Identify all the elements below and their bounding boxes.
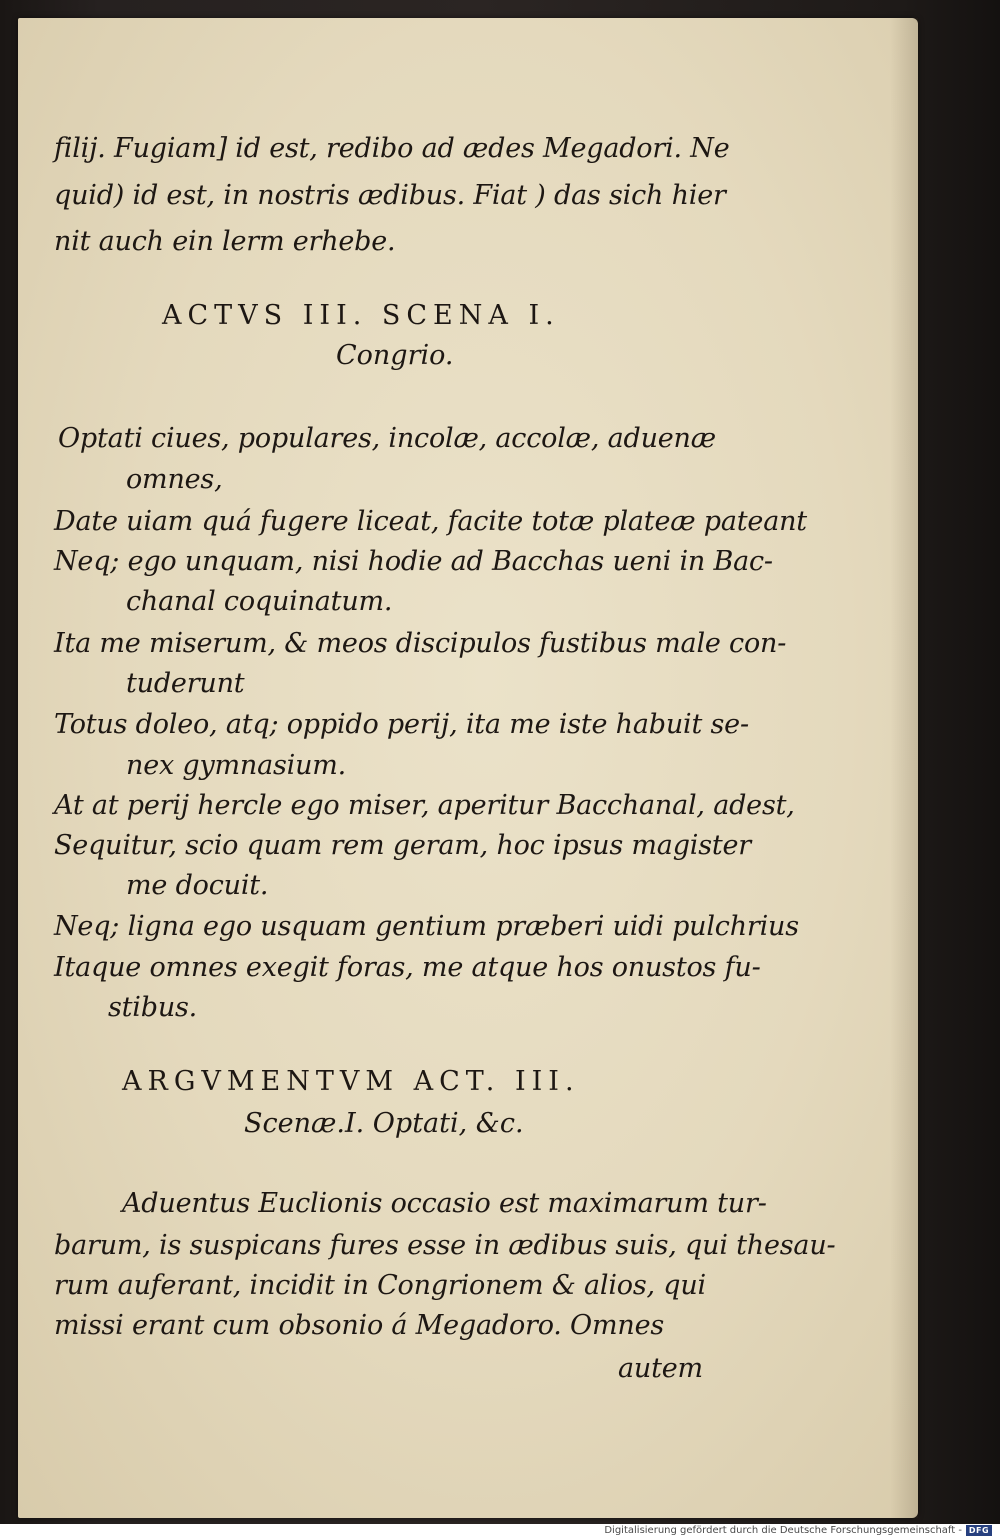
- book-page: [18, 18, 918, 1518]
- verse-line: Totus doleo, atq; oppido perij, ita me iste habuit se-: [54, 709, 749, 740]
- verse-line: chanal coquinatum.: [126, 586, 393, 617]
- argument-line: barum, is suspicans fures esse in ædibus suis, qui thesau-: [54, 1230, 836, 1261]
- continuation-line: nit auch ein lerm erhebe.: [54, 226, 396, 257]
- verse-line: Itaque omnes exegit foras, me atque hos onustos fu-: [54, 952, 761, 983]
- catchword: autem: [618, 1353, 703, 1384]
- argument-line: Aduentus Euclionis occasio est maximarum tur-: [122, 1188, 767, 1219]
- speaker-name: Congrio.: [336, 340, 454, 371]
- verse-line: me docuit.: [126, 870, 269, 901]
- verse-line: Neq; ego unquam, nisi hodie ad Bacchas ueni in Bac-: [54, 546, 773, 577]
- verse-line: Sequitur, scio quam rem geram, hoc ipsus magister: [54, 830, 751, 861]
- verse-line: Ita me miserum, & meos discipulos fustibus male con-: [54, 628, 787, 659]
- verse-line: Date uiam quá fugere liceat, facite totæ plateæ pateant: [54, 506, 807, 537]
- verse-line: nex gymnasium.: [126, 750, 347, 781]
- verse-line: omnes,: [126, 464, 223, 495]
- argument-line: missi erant cum obsonio á Megadoro. Omnes: [54, 1310, 665, 1341]
- argument-heading: ARGVMENTVM ACT. III.: [122, 1066, 580, 1097]
- continuation-line: quid) id est, in nostris ædibus. Fiat ) das sich hier: [54, 180, 726, 211]
- verse-line: tuderunt: [126, 668, 245, 699]
- dfg-logo: DFG: [966, 1525, 992, 1536]
- verse-line: Neq; ligna ego usquam gentium præberi uidi pulchrius: [54, 911, 799, 942]
- footer-bar: [0, 1524, 1000, 1538]
- verse-line: stibus.: [108, 992, 198, 1023]
- verse-line: At at perij hercle ego miser, aperitur Bacchanal, adest,: [54, 790, 795, 821]
- act-heading: ACTVS III. SCENA I.: [162, 300, 560, 331]
- verse-line: Optati ciues, populares, incolæ, accolæ, aduenæ: [58, 423, 716, 454]
- funding-note: Digitalisierung gefördert durch die Deutsche Forschungsgemeinschaft -: [604, 1525, 962, 1536]
- argument-line: rum auferant, incidit in Congrionem & alios, qui: [54, 1270, 706, 1301]
- argument-subheading: Scenæ.I. Optati, &c.: [244, 1108, 524, 1139]
- continuation-line: filij. Fugiam] id est, redibo ad ædes Megadori. Ne: [54, 133, 730, 164]
- page-text: [18, 18, 918, 1518]
